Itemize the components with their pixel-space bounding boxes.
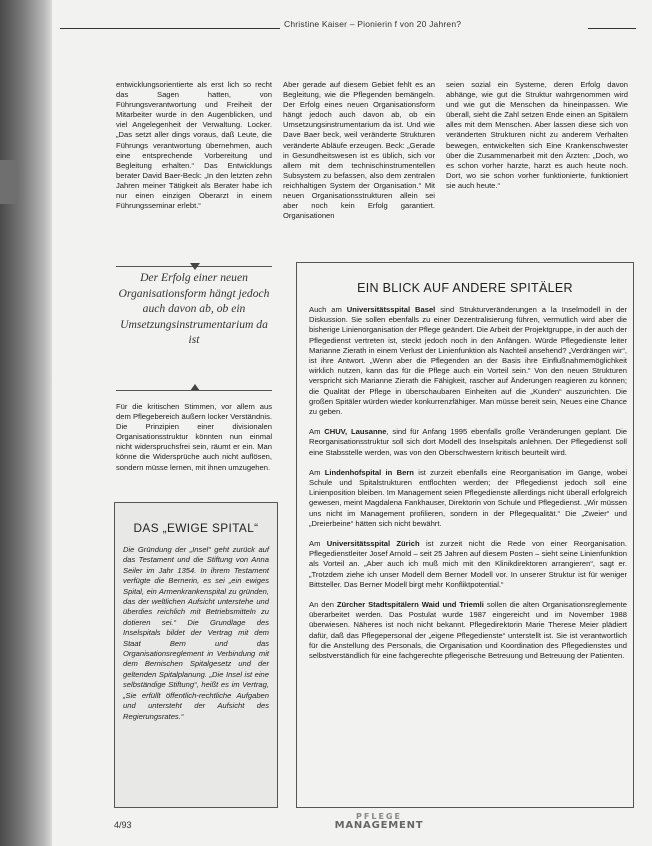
section-paragraph-lausanne xyxy=(309,427,627,458)
magazine-logo xyxy=(314,812,444,830)
pull-quote-rule-bottom xyxy=(116,390,272,391)
paragraph-lead: Lindenhofspital in Bern xyxy=(324,467,414,477)
paragraph-lead: Zürcher Stadtspitälern Waid und Triemli xyxy=(336,600,484,610)
book-binding-shadow xyxy=(0,0,52,846)
paragraph-prefix: Auch am xyxy=(309,305,347,314)
page-edge-tab xyxy=(0,160,18,204)
sidebar-box-body: Die Gründung der „Insel“ geht zurück auf das Testament und die Stiftung von Anna Seiler im Jahr 1354. In ihrem Testament verfügte die Bernerin, es sei „ein ewiges Spital, ein Armenkrankenspital zu gründen, das der weltlichen Aufsicht unterstehe und überdies reichlich mit Betriebsmitteln zu dotieren sei.“ Die Grundlage des Inselspitals bildet der Vertrag mit dem Staat Bern und das Organisationsreglement in Verbindung mit dem Bernischen Spitalgesetz und der geltenden Spitalplanung. „Die Insel ist eine selbständige Stiftung“, heißt es im Vertrag, „Sie erfüllt öffentlich-rechtliche Aufgaben und untersteht der Aufsicht des Regierungsrates.“ xyxy=(123,545,269,721)
sidebar-box-title: DAS „EWIGE SPITAL“ xyxy=(133,521,259,535)
section-body xyxy=(309,305,627,671)
article-paragraph: Aber gerade auf diesem Gebiet fehlt es an Begleitung, wie die Pflegenden bemängeln. Der Erfolg eines neuen Organisationsform hängt jedoch auch davon ab, ob ein Umsetzungsinstrumentarium da ist. Und wie Dave Baer beck, weil veränderte Strukturen veränderte Abläufe erzeugen. Beck: „Gerade in Gesundheitswesen ist es üblich, sich vor allem mit dem technischinstrumentellen Subsystem zu befassen, also dem zentralen reichhaltigen System der Organisation.“ Mit neuen Organisationsstrukturen allein sei aber noch kein Erfolg garantiert. Organisationen xyxy=(283,80,435,221)
paragraph-prefix: Am xyxy=(309,467,325,477)
page-number: 4/93 xyxy=(114,820,132,830)
section-paragraph-basel xyxy=(309,305,627,417)
article-column-2 xyxy=(283,80,435,221)
paragraph-lead: Universitätsspital Basel xyxy=(346,305,436,314)
article-column-3 xyxy=(446,80,628,191)
paragraph-text: , sind für Anfang 1995 ebenfalls große Veränderungen geplant. Die Reorganisationsstruktur soll sich dort Modell des Inselspitals anlehnen. Der Pflegedienst soll eine Stabsstelle werden, was von den Oberschwestern kritisch beurteilt wird. xyxy=(309,427,627,457)
paragraph-text: sollen die alten Organisationsreglemente überarbeitet werden. Das Postulat wurde 1987 eingereicht und im November 1988 überwiesen. Näheres ist noch nicht bekannt. Pflegedirektorin Marie Therese Meier plädiert dafür, daß das Pflegepersonal der „eigene Pflegedienste“ unterstellt ist. Sie ist verantwortlich für die Anstellung des Personals, die Organisation und Koordination des Pflegedienstes und selbstverständlich für eine fachgerechte pflegerische Betreuung und Betreuung der Patienten. xyxy=(309,600,627,661)
article-column-1-continued xyxy=(116,402,272,473)
paragraph-prefix: Am xyxy=(309,427,325,437)
paragraph-prefix: Am xyxy=(309,539,327,549)
article-paragraph: entwicklungsorientierte als erst lich so recht das Sagen hatten, von Führungsverantwortung und Freiheit der Mitarbeiter wurde in den Augenblicken, und viel Angelegenheit der Verwaltung. Locker. „Das setzt aller dings voraus, daß Leute, die Führungs verantwortung übernehmen, auch eine entsprechende Vorbereitung und Begleitung erhalten.“ Das Entwicklungs berater David Baer-Beck: „In den letzten zehn Jahren meiner Tätigkeit als Berater habe ich nur einen einzigen Oberarzt in einem Führungsseminar erlebt.“ xyxy=(116,80,272,211)
section-title: EIN BLICK AUF ANDERE SPITÄLER xyxy=(357,281,573,295)
paragraph-text: ist zurzeit nicht die Rede von einer Reorganisation. Pflegedienstleiter Josef Arnold – seit 25 Jahren auf diesem Posten – sieht seine Linienfunktion als Vorteil an. „Aber auch ich muß mich mit den Klinikdirektoren arrangieren“, sagt er. „Trotzdem ziehe ich unser Modell dem Berner Modell vor. In unserer Struktur ist für weniger Bittsteller. Das Berner Modell birgt mehr Konfliktpotential.“ xyxy=(309,539,627,589)
article-column-1 xyxy=(116,80,272,211)
paragraph-text: ist zurzeit ebenfalls eine Reorganisation im Gange, wobei Schule und Spitalstrukturen entflochten werden; der Pflegedienst jedoch soll eine Linienposition bleiben. Im Management seien Pflegedienste allerdings nicht überall erfolgreich gewesen, meint Magdalena Fankhauser, Direktorin von Schule und Pflegedienst. „Wir müssen uns nicht im Management profilieren, sondern in der Pflegequalität.“ Die „Zweier“ und „Dreierbeine“ hätten sich nicht bewährt. xyxy=(309,467,628,528)
section-paragraph-zurich xyxy=(309,539,627,590)
paragraph-lead: CHUV, Lausanne xyxy=(324,427,387,437)
triangle-down-icon xyxy=(190,263,200,270)
section-other-hospitals xyxy=(296,262,634,808)
paragraph-text: sind Strukturveränderungen a la Inselmodell in der Diskussion. Sie sollen ebenfalls zu einer Dezentralisierung führen, vermutlich wird aber die bisherige Linienorganisation der Pflege geändert. Die Arbeit der Projektgruppe, in der auch der Pflegedienst vertreten ist, steckt jedoch noch in den Anfängen. Würde Pflegedienste leiter Marianne Zierath in einem Verlust der Linienfunktion als Nachteil ansehend? „Verdrängen wir“, ist ihre Antwort. „Wenn aber die Pflegenden an der Basis ihre Einflußnahmemöglichkeit wirklich nutzen, kann das für die Pflege auch ein Vorteil sein.“ Von den neuen Strukturen verspricht sich Marianne Zierath die Fähigkeit, rascher auf Änderungen reagieren zu können; die Qualität der Pflege in überschaubaren Einheiten auf die „Kunden“ auszurichten. Die großen Spitäler würden wieder konkurrenzfähiger. Man müsse bereit sein, Neues eine Chance zu geben. xyxy=(309,305,627,417)
pull-quote: Der Erfolg einer neuen Organisationsform hängt jedoch auch davon ab, ob ein Umsetzungsinstrumentarium da ist xyxy=(118,271,270,346)
paragraph-lead: Universitätsspital Zürich xyxy=(326,539,420,549)
section-paragraph-lindenhof xyxy=(309,468,627,529)
sidebar-box-ewiges-spital xyxy=(114,502,278,808)
logo-top-word: PFLEGE xyxy=(356,812,402,821)
paragraph-prefix: An den xyxy=(309,600,337,610)
section-paragraph-waid-triemli xyxy=(309,600,627,661)
running-title: Christine Kaiser – Pionierin f von 20 Jahren? xyxy=(280,19,588,29)
article-paragraph: Für die kritischen Stimmen, vor allem aus dem Pflegebereich äußern locker Verständnis. Die Prinzipien einer divisionalen Organisationsstruktur könnten nun einmal nicht widerspruchsfrei sein, räumt er ein. Man könne die Widersprüche auch nicht auflösen, sondern müsse lernen, mit ihnen umzugehen. xyxy=(116,402,272,472)
logo-bottom-word: MANAGEMENT xyxy=(334,820,424,831)
article-paragraph: seien sozial ein Systeme, deren Erfolg davon abhänge, wie gut die Struktur wahrgenommen wird und wie gut die Menschen da hineinpassen. Wie überall, sieht die Zahl setzen Ende einen an Spitälern alles mit dem Menschen. Aber lassen diese sich von veränderten Strukturen nicht zu anderem Verhalten bewegen, entwickelten sich Eine Krankenschwester über die Zusammenarbeit mit den Ärzten: „Doch, wo es schon vorher harzte, harzt es auch heute noch. Dort, wo sie schon vorher funktionierte, funktioniert sie auch heute.“ xyxy=(446,80,628,190)
